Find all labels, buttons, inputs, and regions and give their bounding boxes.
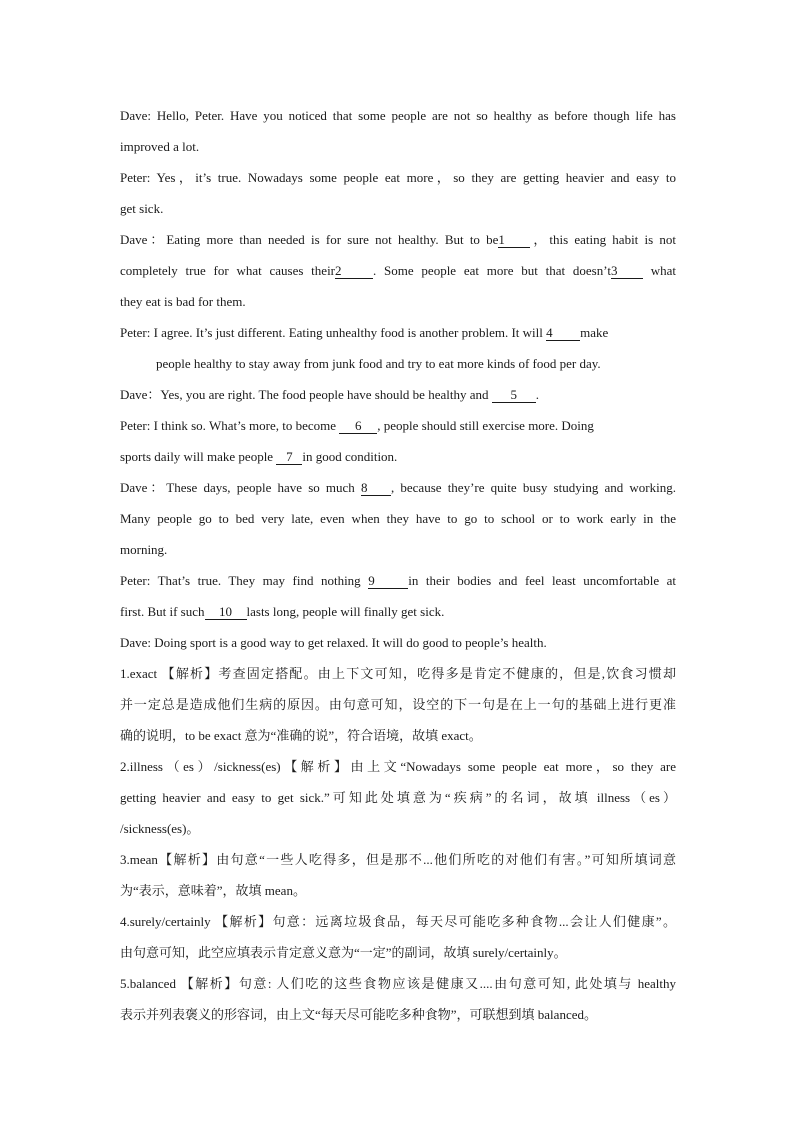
dialogue-line (120, 565, 676, 596)
answer-line: 由句意可知，此空应填表示肯定意义意为“一定”的副词，故填 surely/certainly。 (120, 945, 567, 960)
dialogue-text: Peter: I agree. It’s just different. Eating unhealthy food is another problem. It will (120, 325, 543, 340)
blank-7[interactable]: 7 (276, 450, 302, 465)
dialogue-line (120, 410, 676, 441)
dialogue-line: Many people go to bed very late, even when they have to go to school or to work early in the (120, 511, 676, 526)
dialogue-text: in good condition. (302, 449, 398, 464)
blank-2[interactable]: 2 (335, 264, 373, 279)
answer-line: getting heavier and easy to get sick.”可知此处填意为“疾病”的名词，故填 illness（es） (120, 790, 676, 805)
answer-line: 确的说明，to be exact 意为“准确的说”，符合语境，故填 exact。 (120, 728, 482, 743)
answer-line: 表示并列表褒义的形容词，由上文“每天尽可能吃多种食物”，可联想到填 balanced。 (120, 1007, 597, 1022)
dialogue-line: morning. (120, 542, 168, 557)
dialogue-text: Peter: That’s true. They may find nothing (120, 573, 361, 588)
blank-8[interactable]: 8 (361, 481, 391, 496)
dialogue-text: Dave：Yes, you are right. The food people have should be healthy and (120, 387, 489, 402)
dialogue-text: Dave：Eating more than needed is for sure not healthy. But to be (120, 232, 499, 247)
dialogue-line: Dave: Hello, Peter. Have you noticed that some people are not so healthy as before though life has (120, 108, 676, 123)
dialogue-text: Dave：These days, people have so much (120, 480, 355, 495)
dialogue-line: improved a lot. (120, 139, 200, 154)
dialogue-text: , people should still exercise more. Doing (377, 418, 594, 433)
dialogue-text: . (535, 387, 539, 402)
dialogue-line: Dave: Doing sport is a good way to get relaxed. It will do good to people’s health. (120, 635, 547, 650)
blank-6[interactable]: 6 (339, 419, 377, 434)
dialogue-text: make (580, 325, 609, 340)
dialogue-line: Peter: Yes，it’s true. Nowadays some people eat more，so they are getting heavier and easy to (120, 170, 676, 185)
dialogue-line (120, 317, 609, 348)
answer-line: /sickness(es)。 (120, 821, 200, 836)
dialogue-line (120, 441, 676, 472)
dialogue-text: in their bodies and feel least uncomfortable at (408, 573, 676, 588)
blank-3[interactable]: 3 (611, 264, 643, 279)
dialogue-line (120, 379, 676, 410)
blank-1[interactable]: 1 (498, 233, 530, 248)
blank-9[interactable]: 9 (368, 574, 408, 589)
dialogue-text: sports daily will make people (120, 449, 274, 464)
dialogue-text: what (650, 263, 676, 278)
dialogue-line: people healthy to stay away from junk food and try to eat more kinds of food per day. (156, 356, 601, 371)
dialogue-line (120, 255, 676, 286)
dialogue-line (120, 224, 676, 255)
blank-10[interactable]: 10 (205, 605, 247, 620)
dialogue-text: first. But if such (120, 604, 205, 619)
dialogue-line: get sick. (120, 201, 164, 216)
dialogue-text: . Some people eat more but that doesn’t (373, 263, 611, 278)
blank-5[interactable]: 5 (492, 388, 536, 403)
answer-line: 4.surely/certainly 【解析】句意：远离垃圾食品，每天尽可能吃多种食物...会让人们健康”。 (120, 914, 676, 929)
dialogue-text: lasts long, people will finally get sick. (246, 604, 445, 619)
answer-line: 为“表示，意味着”，故填 mean。 (120, 883, 306, 898)
answer-line: 5.balanced 【解析】句意: 人们吃的这些食物应该是健康又....由句意可知, 此处填与 healthy (120, 976, 676, 991)
answer-line: 1.exact 【解析】考查固定搭配。由上下文可知，吃得多是肯定不健康的，但是,饮食习惯却 (120, 666, 676, 681)
dialogue-line (120, 472, 676, 503)
dialogue-text: ，this eating habit is not (530, 232, 676, 247)
answer-line: 并一定总是造成他们生病的原因。由句意可知，设空的下一句是在上一句的基础上进行更准 (120, 697, 676, 712)
answer-line: 2.illness（es）/sickness(es)【解析】由上文“Nowadays some people eat more，so they are (120, 759, 676, 774)
dialogue-text: completely true for what causes their (120, 263, 336, 278)
answer-line: 3.mean【解析】由句意“一些人吃得多，但是那不...他们所吃的对他们有害。”可知所填词意 (120, 852, 676, 867)
blank-4[interactable]: 4 (546, 326, 580, 341)
dialogue-text: Peter: I think so. What’s more, to become (120, 418, 337, 433)
dialogue-line (120, 596, 676, 627)
dialogue-line: they eat is bad for them. (120, 294, 246, 309)
dialogue-text: , because they’re quite busy studying and working. (390, 480, 676, 495)
